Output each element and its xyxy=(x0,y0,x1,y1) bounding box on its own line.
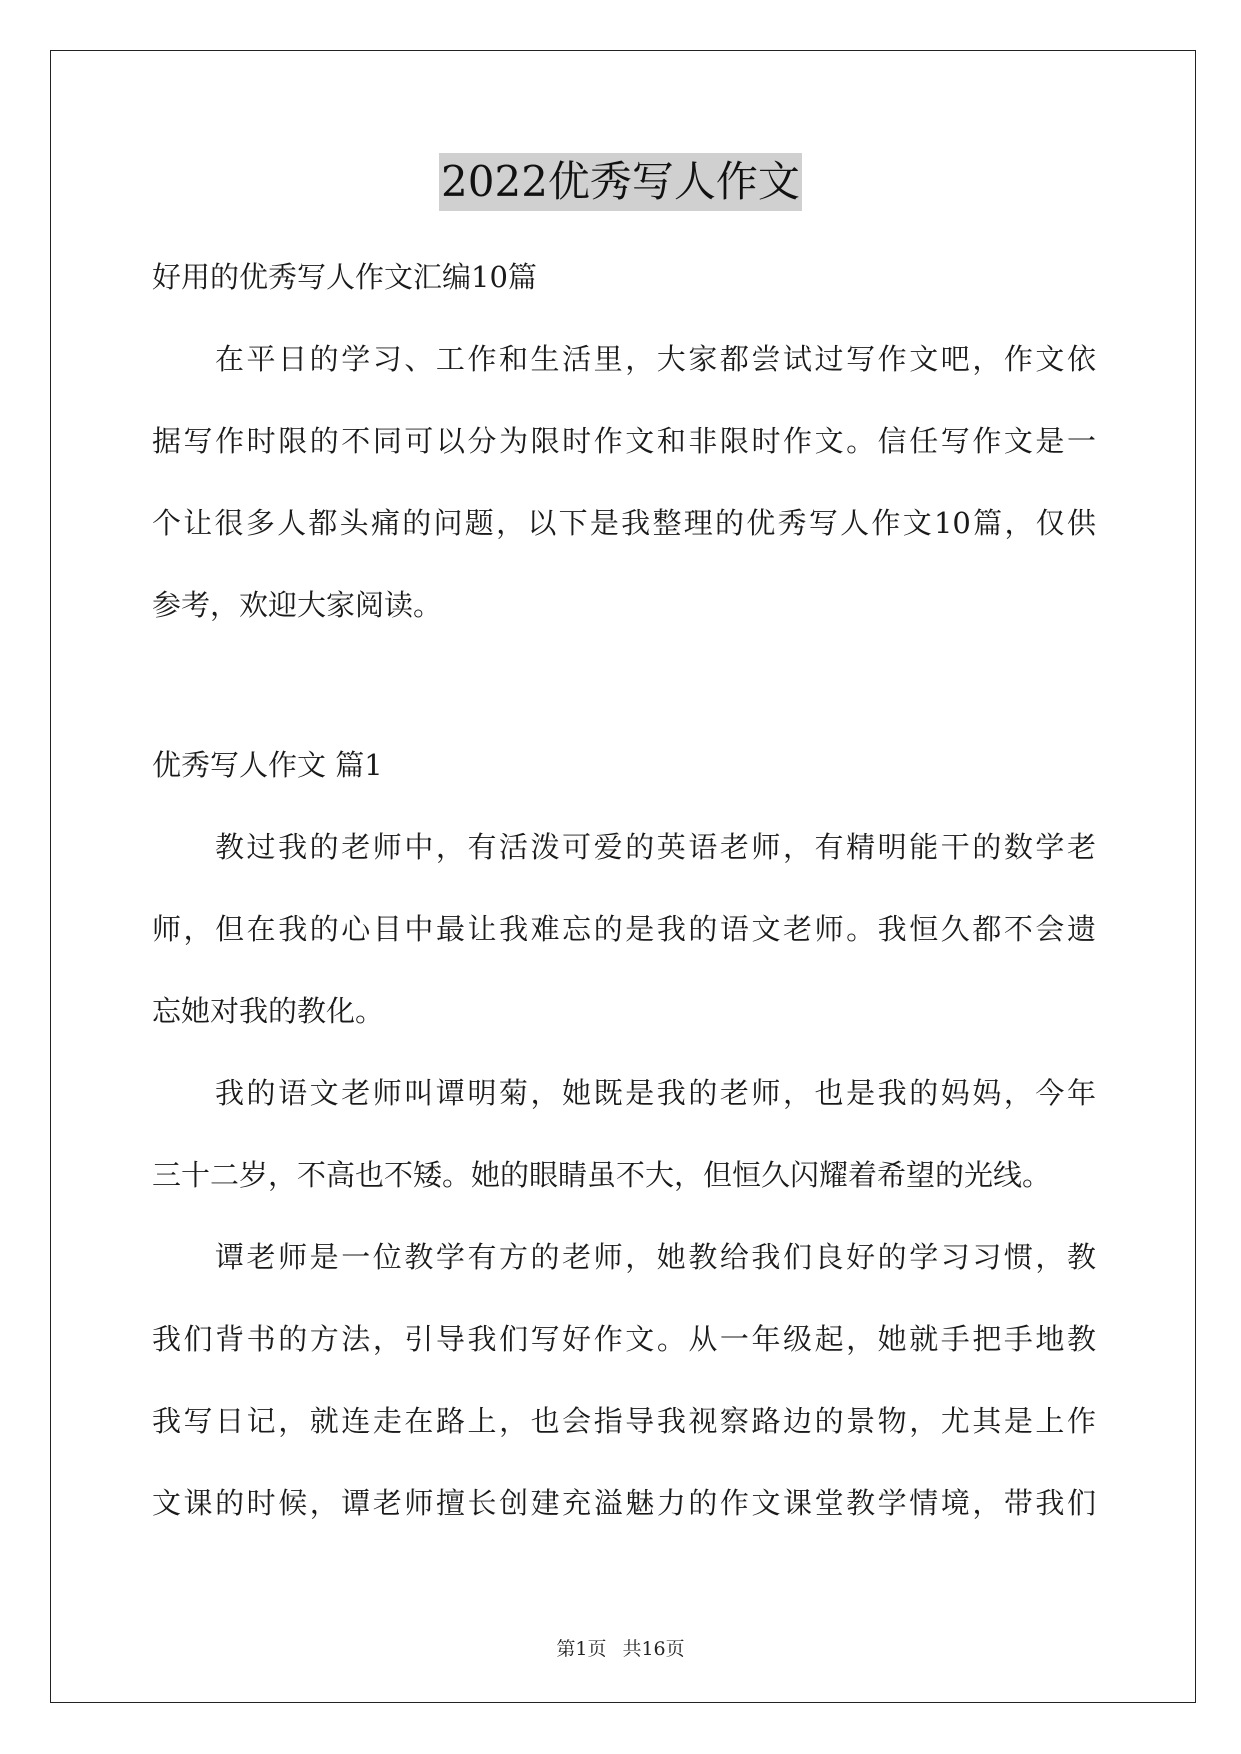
paragraph-line: 个让很多人都头痛的问题，以下是我整理的优秀写人作文10篇，仅供 xyxy=(152,506,1096,540)
page-total: 共16页 xyxy=(622,1638,685,1660)
document-body xyxy=(152,236,1096,1544)
document-subtitle: 好用的优秀写人作文汇编10篇 xyxy=(152,260,537,294)
section-paragraph xyxy=(152,806,1096,1052)
paragraph-line: 忘她对我的教化。 xyxy=(152,994,385,1028)
paragraph-line: 文课的时候，谭老师擅长创建充溢魅力的作文课堂教学情境，带我们 xyxy=(152,1486,1096,1520)
paragraph-line: 教过我的老师中，有活泼可爱的英语老师，有精明能干的数学老 xyxy=(215,830,1096,864)
document-title: 2022优秀写人作文 xyxy=(439,153,802,211)
paragraph-line: 据写作时限的不同可以分为限时作文和非限时作文。信任写作文是一 xyxy=(152,424,1096,458)
paragraph-line: 在平日的学习、工作和生活里，大家都尝试过写作文吧，作文依 xyxy=(215,342,1096,376)
paragraph-line: 谭老师是一位教学有方的老师，她教给我们良好的学习习惯，教 xyxy=(215,1240,1096,1274)
paragraph-line: 师，但在我的心目中最让我难忘的是我的语文老师。我恒久都不会遗 xyxy=(152,912,1096,946)
page-footer xyxy=(0,1634,1241,1661)
section-heading: 优秀写人作文 篇1 xyxy=(152,748,383,782)
section-paragraph xyxy=(152,1052,1096,1216)
intro-paragraph xyxy=(152,318,1096,646)
page-number: 第1页 xyxy=(556,1638,607,1660)
title-container xyxy=(0,153,1241,211)
paragraph-line: 我的语文老师叫谭明菊，她既是我的老师，也是我的妈妈，今年 xyxy=(215,1076,1096,1110)
spacer xyxy=(152,646,1096,724)
paragraph-line: 三十二岁，不高也不矮。她的眼睛虽不大，但恒久闪耀着希望的光线。 xyxy=(152,1158,1052,1192)
paragraph-line: 我写日记，就连走在路上，也会指导我视察路边的景物，尤其是上作 xyxy=(152,1404,1096,1438)
paragraph-line: 我们背书的方法，引导我们写好作文。从一年级起，她就手把手地教 xyxy=(152,1322,1096,1356)
paragraph-line: 参考，欢迎大家阅读。 xyxy=(152,588,443,622)
section-paragraph xyxy=(152,1216,1096,1544)
